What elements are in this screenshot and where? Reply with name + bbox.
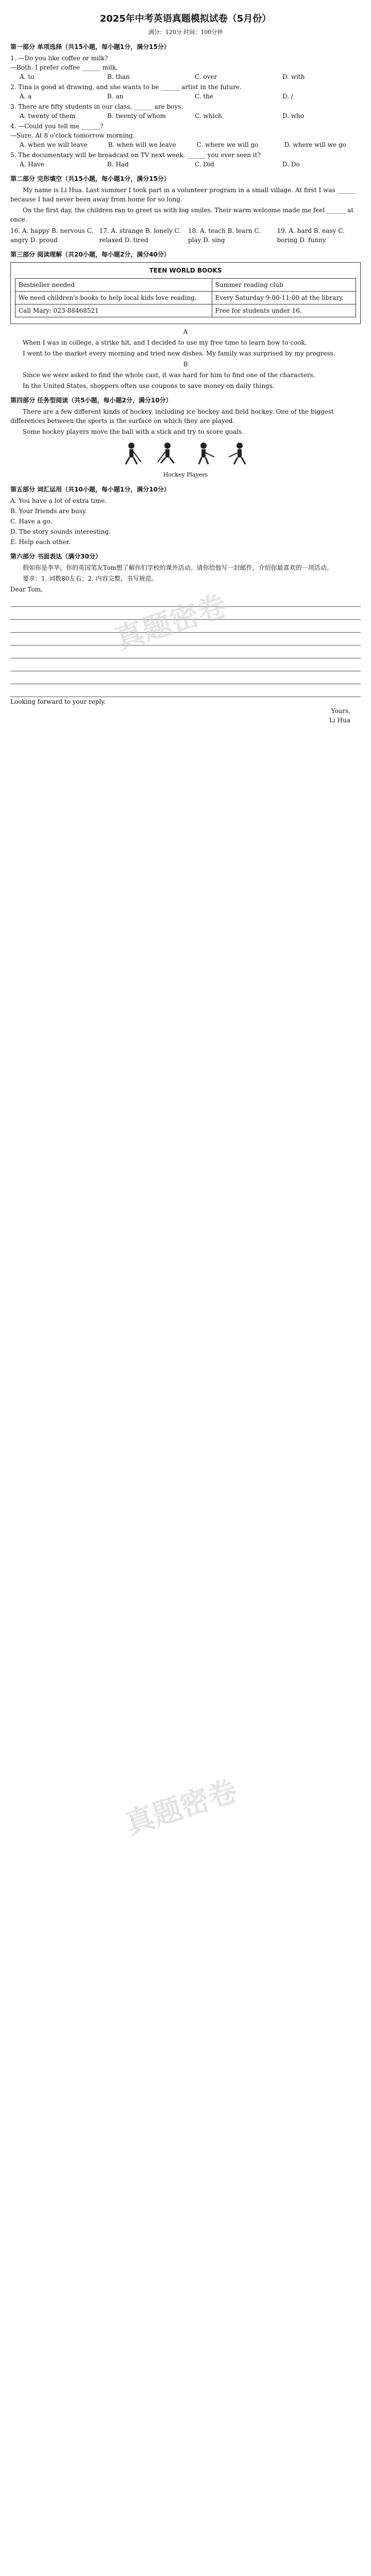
option: B. twenty of whom [107, 112, 166, 120]
notice-cell: Every Saturday 9:00-11:00 at the library. [212, 292, 356, 304]
notice-cell: Summer reading club [212, 279, 356, 292]
writing-signature: Li Hua [329, 717, 350, 724]
watermark: 真题密卷 [121, 1774, 242, 1842]
hockey-player-figure [192, 442, 215, 465]
option-sentence: A. You have a lot of extra time. [10, 497, 107, 504]
section4-passage [10, 407, 361, 436]
notice-table [15, 278, 356, 317]
option-sentence: D. The story sounds interesting. [10, 528, 111, 535]
watermark: 真题密卷 [111, 589, 231, 657]
cloze-option-row: 18. A. teach B. learn C. play D. sing [188, 227, 261, 244]
option: A. Have [20, 161, 44, 168]
passage-paragraph: I went to the market every morning and tried new dishes. My family was surprised by my progress. [23, 350, 335, 357]
writing-requirements: 要求：1. 词数80左右；2. 内容完整，书写规范。 [23, 575, 158, 582]
notice-box [10, 262, 361, 324]
section1-questions [10, 54, 361, 169]
option: D. who [282, 112, 305, 120]
notice-cell: Bestseller needed [15, 279, 212, 292]
passage-paragraph: Since we were asked to find the whole cast, it was hard for him to find one of the characters. [23, 371, 315, 379]
passage-paragraph: Some hockey players move the ball with a stick and try to score goals. [23, 428, 244, 435]
option: A. a [20, 93, 32, 100]
option: C. over [195, 73, 217, 80]
writing-greeting: Dear Tom, [10, 586, 43, 593]
hockey-player-figure [228, 442, 251, 465]
notice-cell: Free for students under 16. [212, 304, 356, 317]
passage-b [10, 370, 361, 391]
notice-row [15, 304, 356, 317]
writing-closing: Looking forward to your reply. [10, 698, 106, 705]
passage-paragraph: There are a few different kinds of hockey, including ice hockey and field hockey. One of the biggest differences between the sports is the surface on which they are played. [10, 408, 334, 425]
section2-heading: 第二部分 完形填空（共15小题，每小题1分，满分15分） [10, 175, 170, 182]
notice-row [15, 279, 356, 292]
section4-heading: 第四部分 任务型阅读（共5小题，每小题2分，满分10分） [10, 397, 172, 404]
section3-heading: 第三部分 阅读理解（共20小题，每小题2分，满分40分） [10, 251, 170, 258]
section2-options [10, 226, 361, 245]
passage-paragraph: On the first day, the children ran to greet us with big smiles. Their warm welcome made me feel ______ at once. [10, 207, 354, 223]
writing-prompt: 假如你是李华，你的英国笔友Tom想了解你们学校的课外活动。请你给他写一封邮件，介绍你最喜欢的一项活动。 [23, 564, 333, 571]
notice-row [15, 292, 356, 304]
option-sentence: C. Have a go. [10, 518, 53, 525]
hockey-figures [10, 442, 361, 465]
section1-heading: 第一部分 单项选择（共15小题，每小题1分，满分15分） [10, 43, 170, 50]
option: A. twenty of them [20, 112, 76, 120]
page-title: 2025年中考英语真题模拟试卷（5月份） [99, 13, 272, 24]
passage-paragraph: When I was in college, a strike hit, and I decided to use my free time to learn how to cook. [23, 339, 307, 346]
option: B. Had [107, 161, 129, 168]
option: C. Did [195, 161, 214, 168]
writing-sign-off: Yours, [331, 707, 350, 715]
question-options [20, 92, 361, 101]
question-options [20, 111, 361, 121]
question-stem: 1. —Do you like coffee or milk? —Both. I prefer coffee ______ milk. [10, 55, 118, 71]
passage-paragraph: My name is Li Hua. Last summer I took part in a volunteer program in a small village. At first I was ______ because I had never been away from home for so long. [10, 187, 356, 203]
question-options [20, 140, 361, 149]
notice-title: TEEN WORLD BOOKS [149, 267, 222, 274]
exam-page [10, 0, 361, 1842]
section6-heading: 第六部分 书面表达（满分30分） [10, 553, 102, 560]
cloze-option-row: 16. A. happy B. nervous C. angry D. proud [10, 227, 94, 244]
option: D. Do [282, 161, 300, 168]
cloze-option-row: 19. A. hard B. easy C. boring D. funny [277, 227, 345, 244]
figure-caption: Hockey Players [163, 471, 208, 478]
option: A. when we will leave [20, 141, 88, 148]
option: C. the [195, 93, 214, 100]
option: D. where will we go [284, 141, 346, 148]
option: B. than [107, 73, 130, 80]
section2-passage [10, 185, 361, 224]
question-options [20, 160, 361, 169]
hockey-player-figure [156, 442, 179, 465]
option: C. which [195, 112, 222, 120]
option-sentence: B. Your friends are busy. [10, 507, 87, 515]
option: C. where we will go [196, 141, 259, 148]
option: B. an [107, 93, 124, 100]
passage-paragraph: In the United States, shoppers often use coupons to save money on daily things. [23, 382, 275, 389]
section5-heading: 第五部分 词汇运用（共10小题，每小题1分，满分10分） [10, 486, 170, 493]
notice-cell: We need children's books to help local kids love reading. [15, 292, 212, 304]
page-subtitle: 满分：120分 时间：100分钟 [148, 29, 223, 36]
option: D. / [282, 93, 293, 100]
option: D. with [282, 73, 305, 80]
option: A. to [20, 73, 35, 80]
passage-a [10, 338, 361, 358]
question-stem: 2. Tina is good at drawing, and she wants to be ______ artist in the future. [10, 83, 242, 91]
option: B. when will we leave [108, 141, 176, 148]
question-stem: 4. —Could you tell me ______? —Sure. At 8 o'clock tomorrow morning. [10, 123, 135, 139]
question-stem: 3. There are fifty students in our class, ______ are boys. [10, 103, 183, 110]
question-stem: 5. The documentary will be broadcast on TV next week. ______ you ever seen it? [10, 151, 261, 159]
notice-cell: Call Mary: 023-88468521 [15, 304, 212, 317]
passage-a-title: A [183, 328, 188, 335]
section5-options [10, 496, 361, 547]
cloze-option-row: 17. A. strange B. lonely C. relaxed D. tired [99, 227, 181, 244]
option-sentence: E. Help each other. [10, 538, 71, 546]
hockey-player-figure [120, 442, 143, 465]
question-options [20, 72, 361, 81]
passage-b-title: B [183, 361, 188, 368]
